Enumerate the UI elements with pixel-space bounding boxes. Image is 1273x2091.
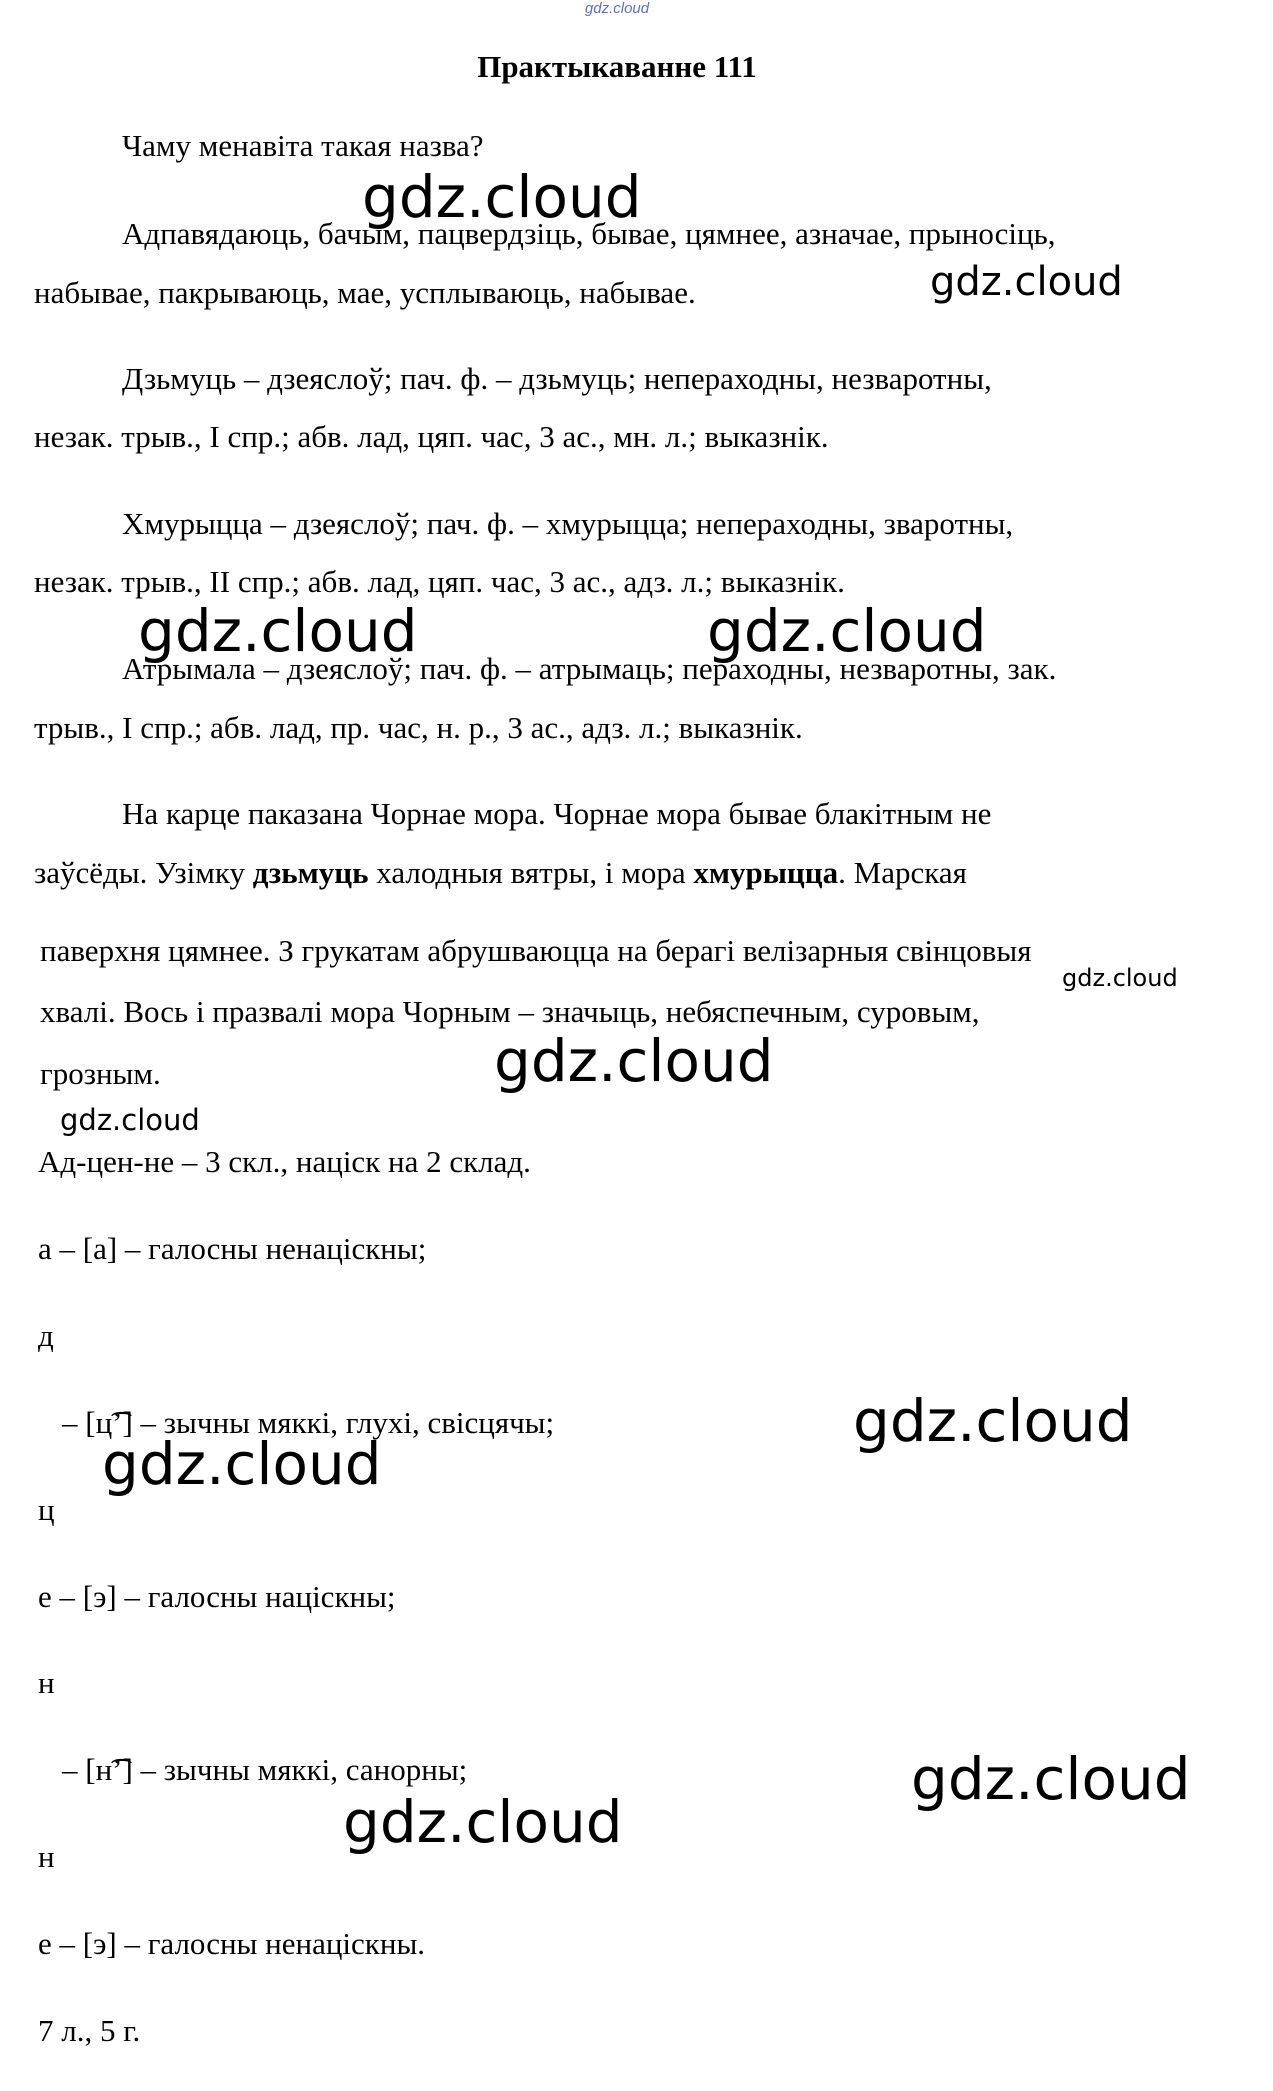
watermark: gdz.cloud bbox=[138, 597, 418, 665]
watermark: gdz.cloud bbox=[362, 163, 642, 231]
story-line-1: На карце паказана Чорнае мора. Чорнае мора бывае блакітным не bbox=[122, 796, 992, 831]
verbs-line-1: Адпавядаюць, бачым, пацвердзіць, бывае, цямнее, азначае, прыносіць, bbox=[122, 216, 1056, 251]
watermark: gdz.cloud bbox=[1062, 964, 1178, 992]
page-title: Практыкаванне 111 bbox=[477, 49, 757, 84]
story-text: заўсёды. Узімку bbox=[34, 855, 253, 890]
analysis-2-line-1: Хмурыцца – дзеяслоў; пач. ф. – хмурыцца; непераходны, зваротны, bbox=[122, 506, 1014, 541]
phonetic-row: е – [э] – галосны націскны; bbox=[38, 1579, 396, 1614]
story-text: . Марская bbox=[838, 855, 967, 890]
watermark: gdz.cloud bbox=[853, 1387, 1133, 1455]
story-line-5: грозным. bbox=[40, 1056, 161, 1091]
story-line-4: хвалі. Вось і празвалі мора Чорным – значыць, небяспечным, суровым, bbox=[40, 994, 980, 1029]
phonetic-row: е – [э] – галосны ненаціскны. bbox=[38, 1926, 426, 1961]
bold-word-dzmuts: дзьмуць bbox=[252, 855, 369, 890]
phonetic-letter: д bbox=[38, 1318, 54, 1353]
bold-word-khmurytstsa: хмурыцца bbox=[693, 855, 839, 890]
analysis-1-line-2: незак. трыв., І спр.; абв. лад, цяп. час, 3 ас., мн. л.; выказнік. bbox=[34, 419, 829, 454]
site-link[interactable]: gdz.cloud bbox=[584, 0, 650, 17]
letters-sounds-total: 7 л., 5 г. bbox=[38, 2013, 141, 2048]
question-text: Чаму менавіта такая назва? bbox=[122, 128, 484, 163]
phonetic-row: а – [а] – галосны ненаціскны; bbox=[38, 1231, 427, 1266]
story-text: халодныя вятры, і мора bbox=[368, 855, 694, 890]
analysis-3-line-2: трыв., І спр.; абв. лад, пр. час, н. р., 3 ас., адз. л.; выказнік. bbox=[34, 710, 803, 745]
phonetic-letter: н bbox=[38, 1665, 55, 1700]
phonetic-row: – [н͡’] – зычны мяккі, санорны; bbox=[62, 1752, 468, 1787]
phonetic-letter: н bbox=[38, 1839, 55, 1874]
analysis-2-line-2: незак. трыв., ІІ спр.; абв. лад, цяп. час, 3 ас., адз. л.; выказнік. bbox=[34, 564, 845, 599]
verbs-line-2: набывае, пакрываюць, мае, усплываюць, набывае. bbox=[34, 275, 696, 310]
watermark: gdz.cloud bbox=[343, 1788, 623, 1856]
story-line-2 bbox=[34, 854, 967, 892]
watermark: gdz.cloud bbox=[60, 1103, 200, 1137]
analysis-3-line-1: Атрымала – дзеяслоў; пач. ф. – атрымаць; пераходны, незваротны, зак. bbox=[122, 651, 1057, 686]
watermark: gdz.cloud bbox=[494, 1027, 774, 1095]
phonetic-row: – [ц͡’] – зычны мяккі, глухі, свісцячы; bbox=[62, 1405, 555, 1440]
analysis-1-line-1: Дзьмуць – дзеяслоў; пач. ф. – дзьмуць; непераходны, незваротны, bbox=[122, 361, 992, 396]
watermark: gdz.cloud bbox=[707, 597, 987, 665]
watermark: gdz.cloud bbox=[911, 1745, 1191, 1813]
watermark: gdz.cloud bbox=[930, 259, 1123, 305]
watermark: gdz.cloud bbox=[102, 1430, 382, 1498]
phonetic-letter: ц bbox=[38, 1492, 55, 1527]
syllables-line: Ад-цен-не – 3 скл., націск на 2 склад. bbox=[38, 1144, 531, 1179]
story-line-3: паверхня цямнее. З грукатам абрушваюцца на берагі велізарныя свінцовыя bbox=[40, 933, 1032, 968]
